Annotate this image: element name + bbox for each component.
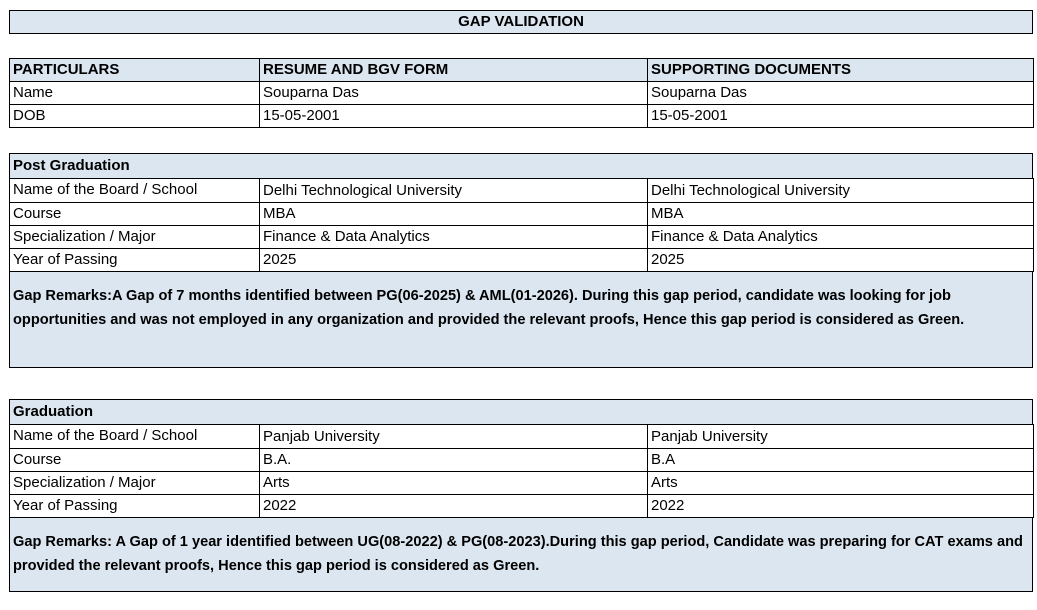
table-row xyxy=(10,472,1034,495)
personal-details-table xyxy=(9,58,1033,128)
resume-value: Arts xyxy=(260,472,648,495)
page-title: GAP VALIDATION xyxy=(9,10,1033,34)
docs-value: Finance & Data Analytics xyxy=(648,226,1034,249)
resume-value: 2022 xyxy=(260,495,648,518)
resume-value: Panjab University xyxy=(260,425,648,449)
docs-value: Panjab University xyxy=(648,425,1034,449)
section-title: Graduation xyxy=(9,399,1033,424)
row-label: Specialization / Major xyxy=(10,226,260,249)
graduation-section xyxy=(9,399,1033,592)
table-row xyxy=(10,82,1034,105)
resume-value: B.A. xyxy=(260,449,648,472)
row-label: Specialization / Major xyxy=(10,472,260,495)
row-label: Name of the Board / School xyxy=(10,425,260,449)
table-row xyxy=(10,249,1034,272)
table-row xyxy=(10,203,1034,226)
header-resume: RESUME AND BGV FORM xyxy=(260,59,648,82)
docs-value: Souparna Das xyxy=(648,82,1034,105)
resume-value: MBA xyxy=(260,203,648,226)
header-particulars: PARTICULARS xyxy=(10,59,260,82)
table-row xyxy=(10,495,1034,518)
docs-value: MBA xyxy=(648,203,1034,226)
resume-value: Souparna Das xyxy=(260,82,648,105)
table-row xyxy=(10,179,1034,203)
row-label: Year of Passing xyxy=(10,495,260,518)
section-title: Post Graduation xyxy=(9,153,1033,178)
resume-value: 15-05-2001 xyxy=(260,105,648,128)
header-supporting-docs: SUPPORTING DOCUMENTS xyxy=(648,59,1034,82)
resume-value: Delhi Technological University xyxy=(260,179,648,203)
row-label: DOB xyxy=(10,105,260,128)
resume-value: 2025 xyxy=(260,249,648,272)
row-label: Year of Passing xyxy=(10,249,260,272)
docs-value: 2025 xyxy=(648,249,1034,272)
docs-value: Arts xyxy=(648,472,1034,495)
row-label: Course xyxy=(10,449,260,472)
docs-value: 15-05-2001 xyxy=(648,105,1034,128)
gap-remarks: Gap Remarks: A Gap of 1 year identified between UG(08-2022) & PG(08-2023).During this gap period, Candidate was preparing for CAT exams and provided the relevant proofs, Hence this gap period is considered as Green. xyxy=(9,518,1033,592)
docs-value: B.A xyxy=(648,449,1034,472)
row-label: Course xyxy=(10,203,260,226)
table-header-row xyxy=(10,59,1034,82)
docs-value: 2022 xyxy=(648,495,1034,518)
gap-remarks: Gap Remarks:A Gap of 7 months identified between PG(06-2025) & AML(01-2026). During this gap period, candidate was looking for job opportunities and was not employed in any organization and provided the relevant proofs, Hence this gap period is considered as Green. xyxy=(9,272,1033,368)
docs-value: Delhi Technological University xyxy=(648,179,1034,203)
row-label: Name of the Board / School xyxy=(10,179,260,203)
post-graduation-section xyxy=(9,153,1033,368)
resume-value: Finance & Data Analytics xyxy=(260,226,648,249)
table-row xyxy=(10,226,1034,249)
table-row xyxy=(10,425,1034,449)
row-label: Name xyxy=(10,82,260,105)
table-row xyxy=(10,449,1034,472)
table-row xyxy=(10,105,1034,128)
